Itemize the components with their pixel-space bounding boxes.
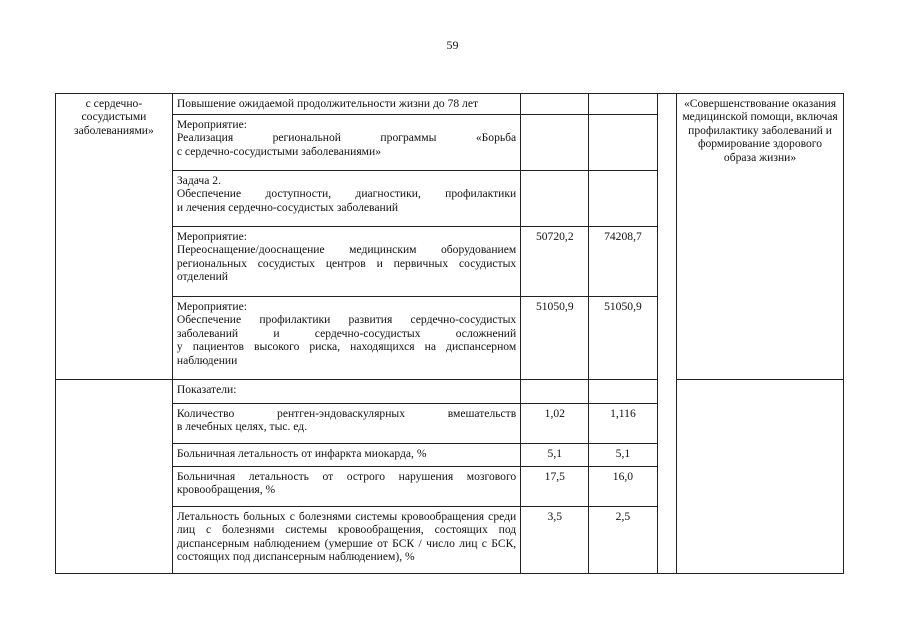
indicator-value-2: 5,1 bbox=[589, 444, 657, 467]
row-value-1 bbox=[521, 380, 589, 404]
indicator-value-1: 1,02 bbox=[521, 404, 589, 444]
row-value-2: 74208,7 bbox=[589, 227, 657, 297]
indicator-label: Количество рентген-эндоваскулярных вмешательств в лечебных целях, тыс. ед. bbox=[172, 404, 520, 444]
row-value-2 bbox=[589, 115, 657, 171]
table-row bbox=[56, 94, 844, 115]
indicator-value-1: 3,5 bbox=[521, 507, 589, 574]
indicator-label: Больничная летальность от инфаркта миокарда, % bbox=[172, 444, 520, 467]
indicator-value-1: 17,5 bbox=[521, 467, 589, 507]
indicators-header: Показатели: bbox=[172, 380, 520, 404]
row-label: Мероприятие: Обеспечение профилактики развития сердечно-сосудистых заболеваний и сердечно-сосудистых осложнений у пациентов высокого риска, находящихся на диспансерном наблюдении bbox=[172, 297, 520, 380]
table-row bbox=[56, 380, 844, 404]
row-value-2: 51050,9 bbox=[589, 297, 657, 380]
row-value-1 bbox=[521, 171, 589, 227]
spacer-column bbox=[657, 94, 677, 574]
right-column-cell bbox=[677, 94, 844, 380]
row-label: Мероприятие: Переоснащение/дооснащение медицинским оборудованием региональных сосудистых центров и первичных сосудистых отделений bbox=[172, 227, 520, 297]
left-column-text: с сердечно-сосудистыми заболеваниями» bbox=[74, 97, 154, 137]
row-label: Мероприятие: Реализация региональной программы «Борьба с сердечно-сосудистыми заболеваниями» bbox=[172, 115, 520, 171]
indicator-value-2: 1,116 bbox=[589, 404, 657, 444]
indicator-value-2: 2,5 bbox=[589, 507, 657, 574]
row-label: Задача 2. Обеспечение доступности, диагностики, профилактики и лечения сердечно-сосудистых заболеваний bbox=[172, 171, 520, 227]
row-value-2 bbox=[589, 94, 657, 115]
right-column-text: «Совершенствование оказания медицинской помощи, включая профилактику заболеваний и формирование здорового образа жизни» bbox=[682, 97, 838, 164]
indicator-value-1: 5,1 bbox=[521, 444, 589, 467]
indicator-label: Больничная летальность от острого нарушения мозгового кровообращения, % bbox=[172, 467, 520, 507]
row-value-1 bbox=[521, 94, 589, 115]
left-column-cell bbox=[56, 380, 173, 574]
indicator-value-2: 16,0 bbox=[589, 467, 657, 507]
left-column-cell bbox=[56, 94, 173, 380]
row-value-2 bbox=[589, 171, 657, 227]
row-label: Повышение ожидаемой продолжительности жизни до 78 лет bbox=[172, 94, 520, 115]
row-value-2 bbox=[589, 380, 657, 404]
row-value-1: 51050,9 bbox=[521, 297, 589, 380]
row-value-1 bbox=[521, 115, 589, 171]
program-table bbox=[55, 93, 844, 574]
indicator-label: Летальность больных с болезнями системы кровообращения среди лиц с болезнями системы кровообращения, состоящих под диспансерным наблюдением (умершие от БСК / число лиц с БСК, состоящих под диспансерным наблюдением), % bbox=[172, 507, 520, 574]
row-value-1: 50720,2 bbox=[521, 227, 589, 297]
page-number: 59 bbox=[446, 38, 459, 52]
right-column-cell bbox=[677, 380, 844, 574]
